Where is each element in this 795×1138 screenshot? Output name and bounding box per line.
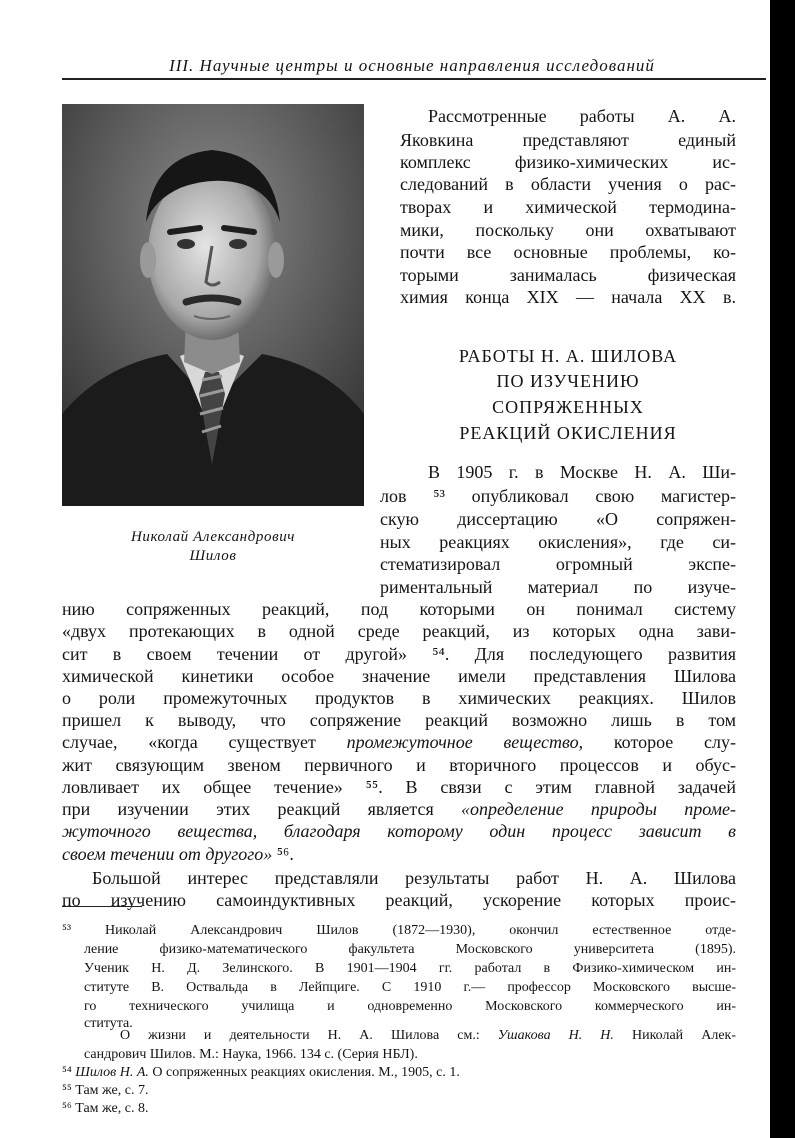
footnote-line: Ученик Н. Д. Зелинского. В 1901—1904 гг. работал в Физико-химическом ин- <box>84 961 736 976</box>
text-line: ных реакциях окисления», где си- <box>380 532 736 552</box>
text-line: своем течении от другого» ⁵⁶. <box>62 844 294 864</box>
text-line: В 1905 г. в Москве Н. А. Ши- <box>428 462 736 482</box>
text-line: нию сопряженных реакций, под которыми он понимал систему <box>62 599 736 619</box>
text-line: сит в своем течении от другой» ⁵⁴. Для последующего развития <box>62 644 736 664</box>
text-line: химической кинетики особое значение имели представления Шилова <box>62 666 736 686</box>
text-line: скую диссертацию «О сопряжен- <box>380 509 736 529</box>
text-line: торыми занималась физическая <box>400 265 736 285</box>
text-line: Рассмотренные работы А. А. <box>428 106 736 126</box>
portrait-illustration <box>62 104 364 506</box>
footnote-line: ление физико-математического факультета Московского университета (1895). <box>84 942 736 957</box>
text-line: Большой интерес представляли результаты работ Н. А. Шилова <box>92 868 736 888</box>
text-line: лов ⁵³ опубликовал свою магистер- <box>380 486 736 506</box>
text-line: Яковкина представляют единый <box>400 130 736 150</box>
scan-edge <box>770 0 795 1138</box>
caption-line: Николай Александрович <box>130 529 296 545</box>
text-line: при изучении этих реакций является «определение природы проме- <box>62 799 736 819</box>
footnote-line: ⁵⁵ Там же, с. 7. <box>62 1083 149 1098</box>
text-line: жит связующим звеном первичного и вторичного процессов и обус- <box>62 755 736 775</box>
text-line: пришел к выводу, что сопряжение реакций возможно лишь в том <box>62 710 736 730</box>
section-heading-line: РАБОТЫ Н. А. ШИЛОВА <box>458 346 678 366</box>
text-line: творах и химической термодина- <box>400 197 736 217</box>
footnote-line: сандрович Шилов. М.: Наука, 1966. 134 с. (Серия НБЛ). <box>84 1047 418 1062</box>
text-line: о роли промежуточных продуктов в химических реакциях. Шилов <box>62 688 736 708</box>
section-heading-line: РЕАКЦИЙ ОКИСЛЕНИЯ <box>459 423 677 443</box>
caption-line: Шилов <box>189 548 237 564</box>
running-head: III. Научные центры и основные направления исследований <box>169 56 655 75</box>
text-line: «двух протекающих в одной среде реакций, из которых одна зави- <box>62 621 736 641</box>
header-rule <box>62 78 766 80</box>
text-line: риментальный материал по изуче- <box>380 577 736 597</box>
text-line: стематизировал огромный экспе- <box>380 554 736 574</box>
text-line: химия конца XIX — начала XX в. <box>400 287 736 307</box>
footnote-line: О жизни и деятельности Н. А. Шилова см.: Ушакова Н. Н. Николай Алек- <box>120 1028 736 1043</box>
section-heading-line: ПО ИЗУЧЕНИЮ <box>496 371 640 391</box>
text-line: по изучению самоиндуктивных реакций, ускорение которых проис- <box>62 890 736 910</box>
section-heading-line: СОПРЯЖЕННЫХ <box>492 397 644 417</box>
text-line: почти все основные проблемы, ко- <box>400 242 736 262</box>
photo-caption <box>62 528 364 566</box>
text-line: комплекс физико-химических ис- <box>400 152 736 172</box>
footnote-rule <box>62 906 142 907</box>
footnote-line: ститута. <box>84 1016 133 1031</box>
text-line: случае, «когда существует промежуточное вещество, которое слу- <box>62 732 736 752</box>
footnote-line: ⁵⁴ Шилов Н. А. О сопряженных реакциях окисления. М., 1905, с. 1. <box>62 1065 460 1080</box>
footnote-line: го технического училища и одновременно Московского коммерческого ин- <box>84 999 736 1014</box>
text-line: ловливает их общее течение» ⁵⁵. В связи с этим главной задачей <box>62 777 736 797</box>
footnote-line: ституте В. Оствальда в Лейпциге. С 1910 г.— профессор Московского высше- <box>84 980 736 995</box>
text-line: следований в области учения о рас- <box>400 174 736 194</box>
text-line: жуточного вещества, благодаря которому один процесс зависит в <box>62 821 736 841</box>
footnote-line: ⁵⁶ Там же, с. 8. <box>62 1101 149 1116</box>
portrait-photo <box>62 104 364 506</box>
footnote-line: ⁵³ Николай Александрович Шилов (1872—1930), окончил естественное отде- <box>62 923 736 938</box>
text-line: мики, поскольку они охватывают <box>400 220 736 240</box>
